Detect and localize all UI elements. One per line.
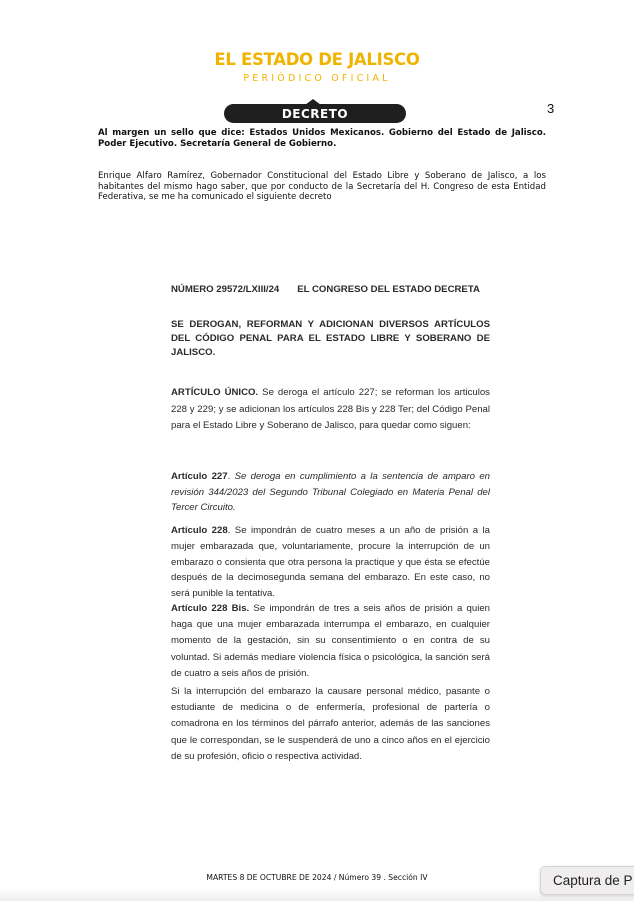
- article-text: . Se impondrán de cuatro meses a un año de prisión a la mujer embarazada que, voluntariamente, procure la interrupción de un embarazo o consienta que otra persona la practique y que ésta se efectúe después de la decimosegunda semana del embarazo. En este caso, no será punible la tentativa.: [171, 525, 490, 600]
- intro-paragraph: Enrique Alfaro Ramírez, Gobernador Constitucional del Estado Libre y Soberano de Jalisco, a los habitantes del mismo hago saber, que por conducto de la Secretaría del H. Congreso de esta Entidad Federativa, se me ha comunicado el siguiente decreto: [98, 171, 546, 202]
- article-text: Se impondrán de tres a seis años de prisión a quien haga que una mujer embarazada interrumpa el embarazo, en cualquier momento de la gestación, sin su consentimiento o en contra de su voluntad. Si además mediare violencia física o psicológica, la sanción será de cuatro a seis años de prisión.: [171, 603, 490, 679]
- tooltip: Captura de P: [540, 866, 634, 895]
- article-label: Artículo 227: [171, 471, 228, 482]
- section-label: DECRETO: [224, 104, 406, 123]
- masthead-subtitle: PERIÓDICO OFICIAL: [243, 73, 391, 84]
- page-number: 3: [547, 101, 555, 116]
- article-text: Se deroga en cumplimiento a la sentencia de amparo en revisión 344/2023 del Segundo Tribunal Colegiado en Materia Penal del Tercer Circuito.: [171, 471, 490, 513]
- decree-number-line: [171, 282, 490, 299]
- article-label: ARTÍCULO ÚNICO.: [171, 387, 259, 398]
- article-228-bis-paragraph-2: Si la interrupción del embarazo la causare personal médico, pasante o estudiante de medicina o de enfermería, profesional de partería o comadrona en los términos del párrafo anterior, además de las sanciones que le correspondan, se le suspenderá de uno a cinco años en el ejercicio de su profesión, oficio o respectiva actividad.: [171, 686, 490, 762]
- masthead-title: EL ESTADO DE JALISCO: [214, 50, 420, 69]
- congress-decrees: EL CONGRESO DEL ESTADO DECRETA: [297, 284, 480, 295]
- article-label: Artículo 228: [171, 525, 228, 536]
- page-bottom-shadow: [0, 888, 634, 901]
- page-footer: MARTES 8 DE OCTUBRE DE 2024 / Número 39 . Sección IV: [206, 873, 428, 882]
- seal-paragraph: Al margen un sello que dice: Estados Unidos Mexicanos. Gobierno del Estado de Jalisco. Poder Ejecutivo. Secretaría General de Gobierno.: [98, 128, 546, 149]
- decree-number: NÚMERO 29572/LXIII/24: [171, 284, 280, 295]
- article-label: Artículo 228 Bis.: [171, 603, 250, 614]
- article-227: Artículo 227. Se deroga en cumplimiento a la sentencia de amparo en revisión 344/2023 del Segundo Tribunal Colegiado en Materia Penal del Tercer Circuito.: [171, 471, 490, 513]
- article-text: Se deroga el artículo 227; se reforman los articulos 228 y 229; y se adicionan los artículos 228 Bis y 228 Ter; del Código Penal para el Estado Libre y Soberano de Jalisco, para quedar como siguen:: [171, 387, 490, 432]
- article-228-bis: [171, 601, 490, 682]
- articulo-unico: [171, 385, 490, 435]
- article-228: [171, 523, 490, 602]
- decree-heading: SE DEROGAN, REFORMAN Y ADICIONAN DIVERSOS ARTÍCULOS DEL CÓDIGO PENAL PARA EL ESTADO LIBRE Y SOBERANO DE JALISCO.: [171, 319, 490, 358]
